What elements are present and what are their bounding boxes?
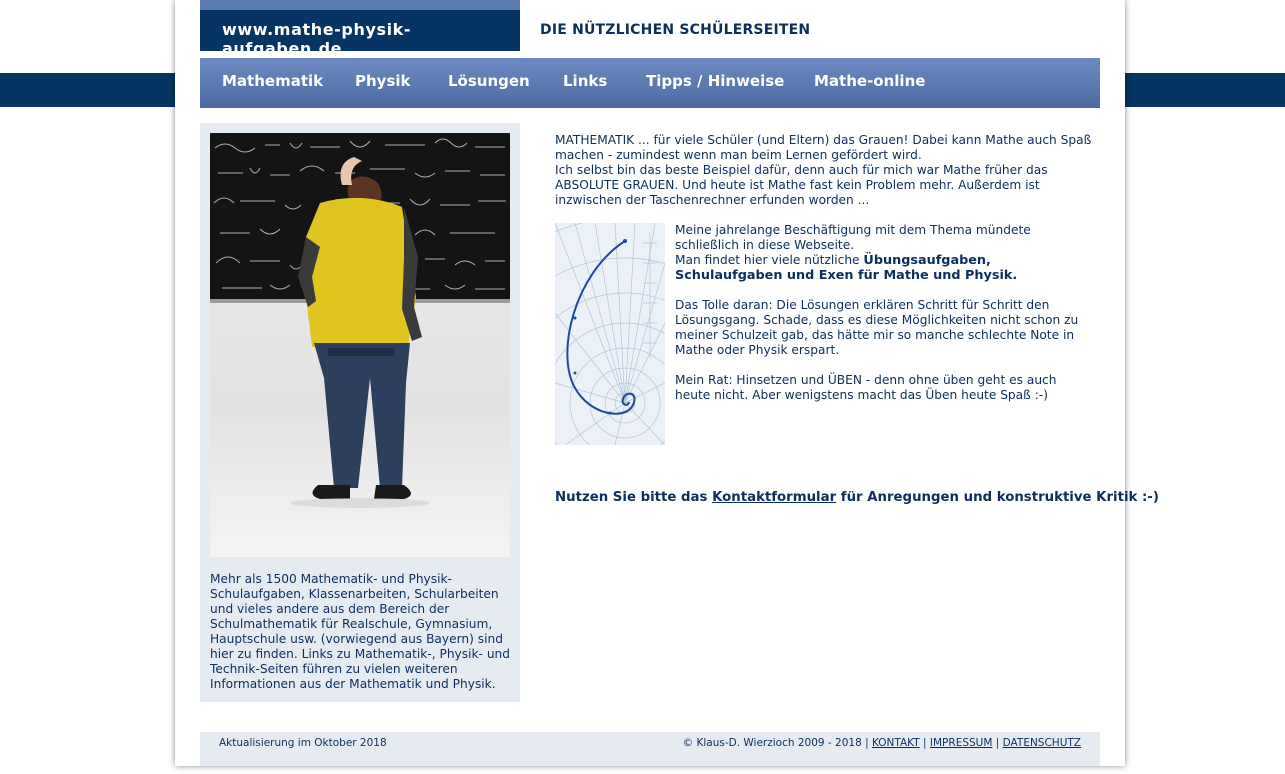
cta-suffix: für Anregungen und konstruktive Kritik :-) [836, 490, 1159, 505]
contact-cta [555, 490, 1159, 505]
footer-link-impressum[interactable]: IMPRESSUM [929, 737, 993, 749]
main-navigation [200, 58, 1100, 108]
intro-text [555, 133, 1095, 208]
site-logo-text: www.mathe-physik-aufgaben.de [222, 20, 412, 58]
nav-item-tipps-hinweise[interactable]: Tipps / Hinweise [646, 72, 785, 90]
nav-item-mathematik[interactable]: Mathematik [222, 72, 324, 90]
footer-separator: | [995, 737, 1000, 749]
page-container [175, 0, 1159, 766]
footer-bar [200, 732, 1100, 766]
text-webseite: Meine jahrelange Beschäftigung mit dem Thema mündete schließlich in diese Webseite. [675, 223, 1031, 252]
last-updated-text: Aktualisierung im Oktober 2018 [219, 737, 387, 749]
logo-accent-strip [200, 0, 520, 10]
footer-link-datenschutz[interactable]: DATENSCHUTZ [1002, 737, 1081, 749]
contact-form-link[interactable]: Kontaktformular [712, 490, 837, 505]
footer-links [683, 737, 1081, 749]
cta-prefix: Nutzen Sie bitte das [555, 490, 713, 505]
spiral-graph-image [555, 223, 665, 445]
nav-item-loesungen[interactable]: Lösungen [448, 72, 530, 90]
intro-line-2: Ich selbst bin das beste Beispiel dafür, denn auch für mich war Mathe früher das ABSOLUTE GRAUEN. Und heute ist Mathe fast kein Problem mehr. Außerdem ist inzwischen der Taschenrechner erfunden worden ... [555, 163, 1048, 207]
intro-line-1: MATHEMATIK ... für viele Schüler (und Eltern) das Grauen! Dabei kann Mathe auch Spaß machen - zumindest wenn man beim Lernen gefördert wird. [555, 133, 1092, 162]
text-uebungsaufgaben-bold: Übungsaufgaben, Schulaufgaben und Exen für Mathe und Physik. [675, 253, 1018, 283]
student-at-chalkboard-photo [210, 133, 510, 557]
site-tagline: DIE NÜTZLICHEN SCHÜLERSEITEN [540, 22, 811, 38]
text-block-2: Das Tolle daran: Die Lösungen erklären Schritt für Schritt den Lösungsgang. Schade, dass es diese Möglichkeiten nicht schon zu meiner Schulzeit gab, das hätte mir so manche schlechte Note in Mathe oder Physik erspart. [675, 298, 1079, 357]
footer-separator: | [923, 737, 927, 749]
sidebar-description: Mehr als 1500 Mathematik- und Physik-Schulaufgaben, Klassenarbeiten, Schularbeiten und vieles andere aus dem Bereich der Schulmathematik für Realschule, Gymnasium, Hauptschule usw. (vorwiegend aus Bayern) sind hier zu finden. Links zu Mathematik-, Physik- und Technik-Seiten führen zu vielen weiteren Informationen aus der Mathematik und Physik. [210, 572, 511, 691]
nav-item-physik[interactable]: Physik [355, 72, 411, 90]
site-logo[interactable] [200, 10, 520, 58]
text-nuetzliche: Man findet hier viele nützliche [675, 253, 864, 267]
nav-item-links[interactable]: Links [563, 72, 608, 90]
copyright-text: © Klaus-D. Wierzioch 2009 - 2018 | [682, 737, 869, 749]
footer-link-kontakt[interactable]: KONTAKT [871, 737, 920, 749]
nav-item-mathe-online[interactable]: Mathe-online [814, 72, 926, 90]
text-block-1 [675, 223, 1095, 283]
text-block-3: Mein Rat: Hinsetzen und ÜBEN - denn ohne üben geht es auch heute nicht. Aber wenigstens macht das Üben heute Spaß :-) [675, 373, 1057, 402]
sidebar-panel [200, 123, 520, 702]
